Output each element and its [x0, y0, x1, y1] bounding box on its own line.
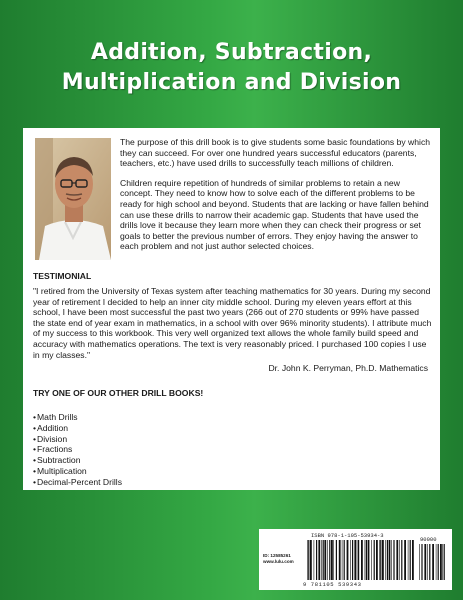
barcode-bar: [333, 540, 334, 580]
barcode-bar: [368, 540, 370, 580]
id-number: ID: 12585261: [263, 553, 291, 558]
list-item: [33, 423, 122, 434]
barcode-bar: [438, 544, 439, 580]
barcode-bar: [354, 540, 356, 580]
barcode-bar: [324, 540, 326, 580]
barcode-bar: [361, 540, 363, 580]
barcode-bar: [391, 540, 392, 580]
bullet-icon: •: [33, 476, 37, 487]
barcode-bar: [308, 540, 309, 580]
book-title-math-drills: Math Drills: [37, 412, 78, 422]
title-line-1: Addition, Subtraction,: [90, 40, 373, 65]
list-item: [33, 412, 122, 423]
barcode-bar: [389, 540, 391, 580]
barcode-bar: [408, 540, 409, 580]
bullet-icon: •: [33, 433, 37, 444]
barcode-bar: [366, 540, 367, 580]
barcode-digits: 9 781105 539343: [303, 581, 362, 588]
publisher-id: [263, 553, 294, 565]
book-title-decimal-percent: Decimal-Percent Drills: [37, 476, 123, 487]
bullet-icon: •: [33, 444, 37, 455]
barcode-bar: [387, 540, 388, 580]
barcode-bar: [393, 540, 394, 580]
barcode-bar: [371, 540, 372, 580]
list-item: [33, 444, 122, 455]
bullet-icon: •: [33, 455, 37, 466]
barcode-bar: [421, 544, 422, 580]
other-books-heading: TRY ONE OF OUR OTHER DRILL BOOKS!: [33, 388, 204, 398]
book-title-fractions: Fractions: [37, 444, 73, 455]
barcode-bar: [329, 540, 330, 580]
book-title-addition: Addition: [37, 422, 69, 433]
barcode-bar: [316, 540, 317, 580]
barcode-bar: [432, 544, 434, 580]
barcode-bar: [440, 544, 442, 580]
barcode-bar: [429, 544, 430, 580]
barcode-bar: [385, 540, 386, 580]
barcode-bar: [376, 540, 378, 580]
barcode-bar: [352, 540, 353, 580]
content-panel: [23, 128, 440, 490]
barcode-bar: [396, 540, 398, 580]
barcode-bar: [310, 540, 312, 580]
barcode-bar: [442, 544, 443, 580]
barcode-bar: [336, 540, 337, 580]
price-addon-number: 90000: [420, 536, 437, 543]
bullet-icon: •: [33, 412, 37, 422]
barcode-bar: [339, 540, 341, 580]
title-line-2: Multiplication and Division: [61, 70, 402, 95]
barcode-bar: [344, 540, 345, 580]
author-photo: [35, 138, 111, 260]
barcode-bar: [404, 540, 406, 580]
barcode-bar: [436, 544, 437, 580]
barcode-bar: [382, 540, 384, 580]
barcode-bars-icon: [307, 540, 415, 580]
barcode-bar: [323, 540, 324, 580]
barcode-bar: [399, 540, 400, 580]
barcode-bar: [427, 544, 428, 580]
isbn-text: ISBN 978-1-105-53934-3: [311, 532, 384, 539]
book-title-multiplication: Multiplication: [37, 465, 87, 476]
bullet-icon: •: [33, 465, 37, 476]
testimonial-signature: Dr. John K. Perryman, Ph.D. Mathematics: [268, 363, 428, 373]
barcode-bar: [412, 540, 414, 580]
other-books-list: [33, 412, 122, 488]
barcode-bar: [307, 540, 308, 580]
intro-text: [120, 137, 433, 261]
barcode-bar: [350, 540, 351, 580]
barcode-bar: [342, 540, 343, 580]
book-title-division: Division: [37, 433, 68, 444]
list-item: [33, 466, 122, 477]
barcode-bar: [380, 540, 381, 580]
bullet-icon: •: [33, 422, 37, 433]
barcode-bar: [358, 540, 359, 580]
barcode-bar: [401, 540, 402, 580]
barcode-bar: [410, 540, 411, 580]
intro-paragraph-2: Children require repetition of hundreds of similar problems to retain a new concept. They need to know how to solve each of the different problems to be ready for high school and beyond. Students that are lacking or have fallen behind can use these drills to narrow their academic gap. Students that have used the drills love it because they learn more when they can check their progress or set goals to better the previous number of errors. They enjoy having the answer to each problem and not just author selected choices.: [120, 177, 429, 252]
barcode-bar: [314, 540, 315, 580]
book-title: [0, 38, 463, 98]
list-item: [33, 455, 122, 466]
barcode-bar: [365, 540, 366, 580]
barcode-bar: [327, 540, 328, 580]
barcode-label: [259, 529, 452, 590]
publisher-site: www.lulu.com: [263, 559, 294, 564]
testimonial-heading: TESTIMONIAL: [33, 271, 92, 281]
addon-barcode-bars-icon: [419, 544, 447, 580]
barcode-bar: [357, 540, 358, 580]
intro-paragraph-1: The purpose of this drill book is to give students some basic foundations by which they can succeed. For over one hundred years successful educators (parents, teachers, etc.) have used drills to successfully teach millions of children.: [120, 137, 431, 169]
barcode-bar: [379, 540, 380, 580]
testimonial-quote: "I retired from the University of Texas system after teaching mathematics for 30 years. During my second year of retirement I decided to help an inner city middle school. During my eleven years effort at this school, I have been most successful the past two years (266 out of 270 students or 99% have passed the state end of year exam in mathematics, in a school with over 96% minority students). I attribute much of my success to this workbook. This very well organized text allows the whole family build speed and accuracy with mathematics operations. The text is very reasonably priced. I purchased 100 copies I use in my classes.": [33, 286, 432, 360]
barcode-bar: [321, 540, 322, 580]
barcode-bar: [318, 540, 320, 580]
barcode-bar: [424, 544, 426, 580]
list-item: [33, 434, 122, 445]
barcode-bar: [419, 544, 420, 580]
barcode-bar: [347, 540, 349, 580]
author-portrait-icon: [35, 138, 111, 260]
barcode-bar: [444, 544, 445, 580]
barcode-bar: [374, 540, 375, 580]
book-title-subtraction: Subtraction: [37, 455, 81, 466]
list-item: [33, 477, 122, 488]
barcode-bar: [331, 540, 333, 580]
